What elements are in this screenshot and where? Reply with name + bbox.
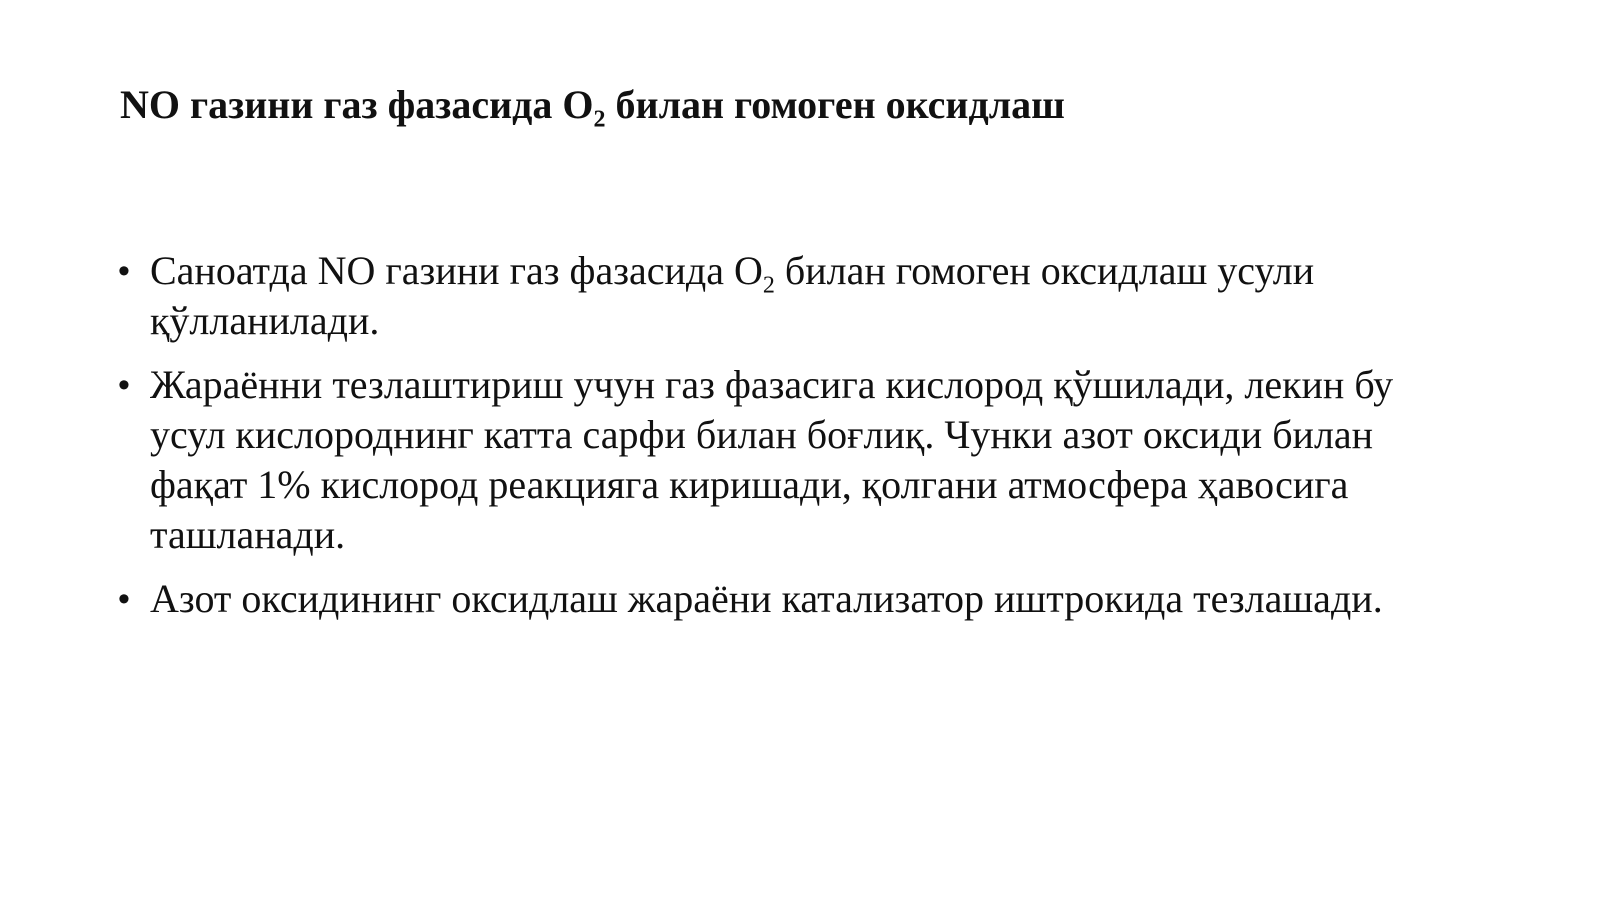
title-text-start: NO газини газ фазасида O bbox=[120, 82, 594, 127]
slide-title bbox=[120, 78, 1065, 132]
bullet-marker: • bbox=[118, 252, 130, 290]
bullet-item-1 bbox=[118, 246, 1428, 346]
bullet-item-3 bbox=[118, 574, 1428, 624]
bullet-marker: • bbox=[118, 580, 130, 618]
bullet-2-text: Жараённи тезлаштириш учун газ фазасига кислород қўшилади, лекин бу усул кислороднинг катта сарфи билан боғлиқ. Чунки азот оксиди билан фақат 1% кислород реакцияга киришади, қолгани атмосфера ҳавосига ташланади. bbox=[150, 362, 1394, 557]
title-subscript: 2 bbox=[593, 106, 606, 133]
bullet-1-subscript: 2 bbox=[762, 272, 775, 299]
bullet-item-2 bbox=[118, 360, 1428, 560]
bullet-1-text-end: билан гомоген оксидлаш усули қўлланилади. bbox=[150, 248, 1315, 343]
bullet-3-text: Азот оксидининг оксидлаш жараёни катализатор иштрокида тезлашади. bbox=[150, 576, 1383, 621]
title-text-end: билан гомоген оксидлаш bbox=[605, 82, 1065, 127]
bullet-1-text-start: Саноатда NO газини газ фазасида O bbox=[150, 248, 763, 293]
bullet-marker: • bbox=[118, 366, 130, 404]
bullet-list bbox=[118, 246, 1428, 638]
